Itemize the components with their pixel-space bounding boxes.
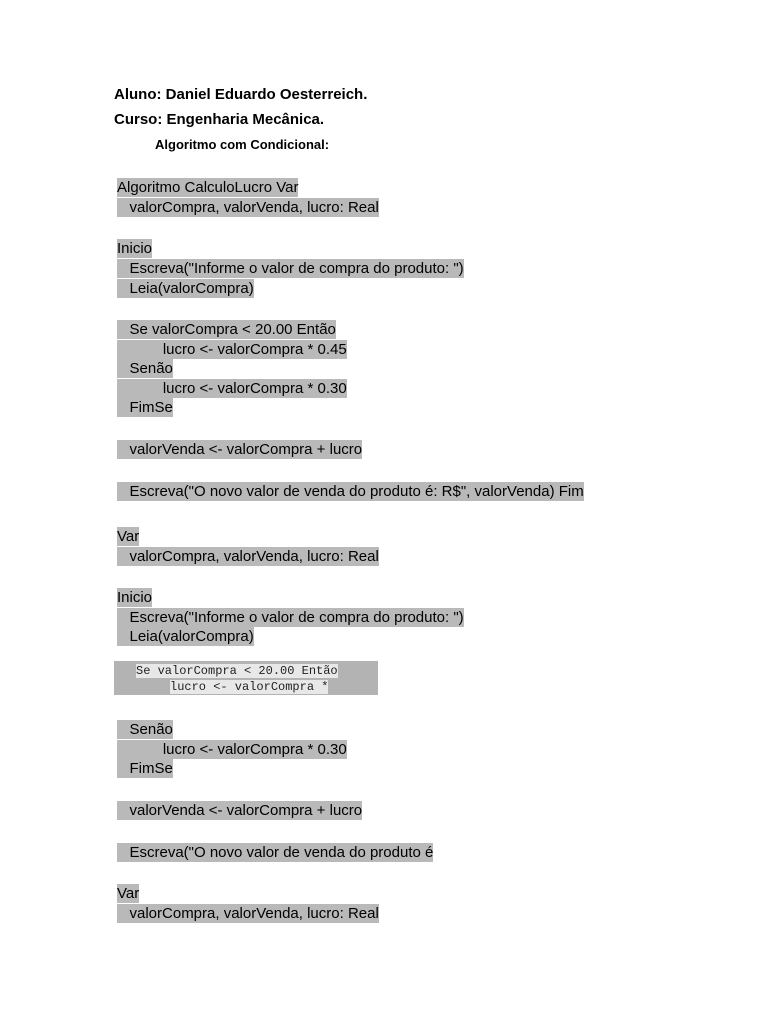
code-snippet-box	[114, 661, 378, 695]
code-line: lucro <- valorCompra * 0.30	[117, 380, 347, 397]
code-line: valorCompra, valorVenda, lucro: Real	[117, 548, 379, 565]
code-snippet-line: lucro <- valorCompra *	[170, 680, 329, 694]
code-line: Escreva("O novo valor de venda do produto é: R$", valorVenda) Fim	[117, 483, 584, 500]
code-line: valorVenda <- valorCompra + lucro	[117, 441, 363, 458]
code-snippet-line: Se valorCompra < 20.00 Então	[136, 664, 338, 678]
code-line: Var	[117, 528, 140, 545]
code-line: Leia(valorCompra)	[117, 280, 254, 297]
code-line: Escreva("O novo valor de venda do produto é	[117, 844, 434, 861]
code-line: Se valorCompra < 20.00 Então	[117, 321, 336, 338]
code-line: lucro <- valorCompra * 0.45	[117, 341, 347, 358]
code-line: valorVenda <- valorCompra + lucro	[117, 802, 363, 819]
code-line: valorCompra, valorVenda, lucro: Real	[117, 199, 379, 216]
code-line: Inicio	[117, 240, 153, 257]
code-line: Escreva("Informe o valor de compra do produto: ")	[117, 609, 464, 626]
code-line: Var	[117, 885, 140, 902]
code-line: Senão	[117, 360, 173, 377]
code-line: Algoritmo CalculoLucro Var	[117, 179, 299, 196]
code-line: FimSe	[117, 760, 173, 777]
code-line: Escreva("Informe o valor de compra do produto: ")	[117, 260, 464, 277]
course-name: Curso: Engenharia Mecânica.	[114, 111, 325, 128]
code-line: Leia(valorCompra)	[117, 628, 254, 645]
code-line: Inicio	[117, 589, 153, 606]
code-line: FimSe	[117, 399, 173, 416]
code-line: valorCompra, valorVenda, lucro: Real	[117, 905, 379, 922]
code-line: Senão	[117, 721, 173, 738]
section-title: Algoritmo com Condicional:	[155, 137, 330, 152]
student-name: Aluno: Daniel Eduardo Oesterreich.	[114, 86, 368, 103]
code-line: lucro <- valorCompra * 0.30	[117, 741, 347, 758]
